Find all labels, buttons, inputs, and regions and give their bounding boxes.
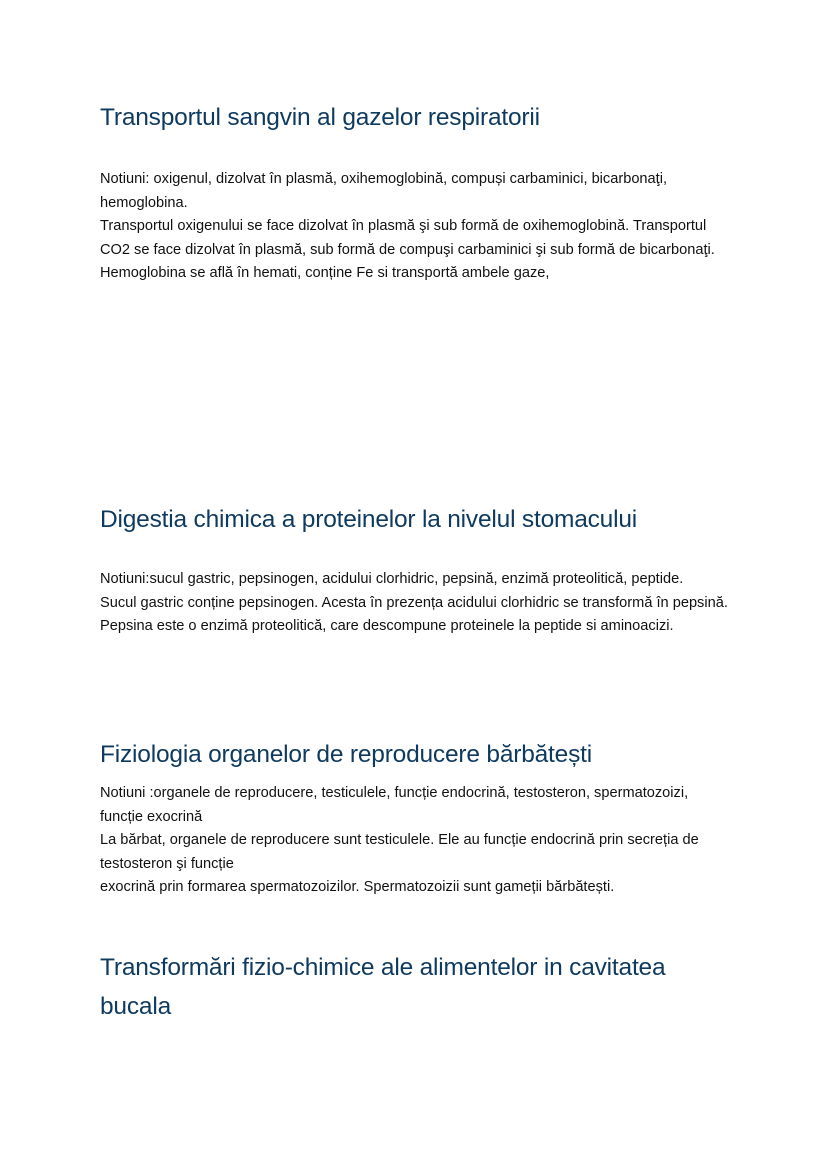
paragraph-notions: Notiuni:sucul gastric, pepsinogen, acidului clorhidric, pepsină, enzimă proteolitică, peptide.: [100, 571, 684, 587]
paragraph-notions: Notiuni :organele de reproducere, testiculele, funcție endocrină, testosteron, spermatozoizi, funcție exocrină: [100, 785, 689, 825]
section-body-gas-transport: [100, 168, 730, 286]
paragraph: La bărbat, organele de reproducere sunt testiculele. Ele au funcție endocrină prin secreția de testosteron şi funcție: [100, 832, 699, 872]
section-heading-male-reproduction: Fiziologia organelor de reproducere bărbătești: [100, 741, 592, 768]
paragraph-notions: Notiuni: oxigenul, dizolvat în plasmă, oxihemoglobină, compuși carbaminici, bicarbonaţi, hemoglobina.: [100, 171, 668, 211]
paragraph: Transportul oxigenului se face dizolvat în plasmă şi sub formă de oxihemoglobină. Transportul CO2 se face dizolvat în plasmă, sub formă de compuşi carbaminici şi sub formă de bicarbonaţi. Hemoglobina se află în hemati, conține Fe si transportă ambele gaze,: [100, 218, 715, 281]
section-heading-oral-cavity: Transformări fizio-chimice ale alimentelor in cavitatea bucala: [100, 954, 666, 1020]
paragraph: Sucul gastric conține pepsinogen. Acesta în prezența acidului clorhidric se transformă în pepsină. Pepsina este o enzimă proteolitică, care descompune proteinele la peptide si aminoacizi.: [100, 594, 728, 634]
paragraph: exocrină prin formarea spermatozoizilor. Spermatozoizii sunt gameții bărbătești.: [100, 879, 615, 895]
section-heading-protein-digestion: Digestia chimica a proteinelor la nivelul stomacului: [100, 506, 638, 533]
section-body-protein-digestion: [100, 568, 730, 639]
section-heading-gas-transport: Transportul sangvin al gazelor respiratorii: [100, 104, 540, 131]
section-body-male-reproduction: [100, 782, 730, 900]
